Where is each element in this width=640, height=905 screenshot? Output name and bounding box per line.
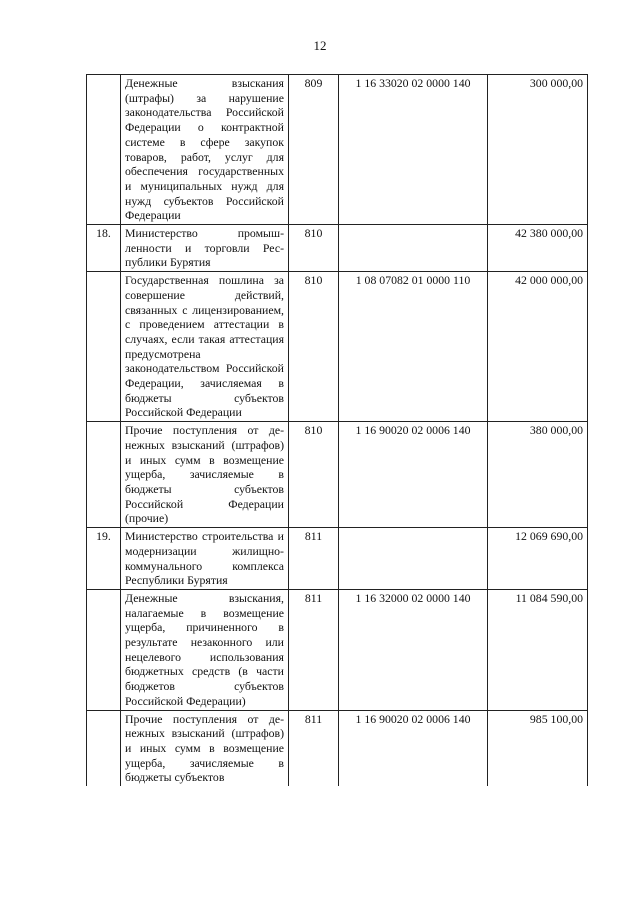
revenue-name: Прочие поступления от денежных взысканий (штрафов) и иных сумм в возмещение ущерба, зачисляемые в бюджеты субъектов Российской Федерации (прочие) — [121, 422, 289, 528]
administrator-code: 810 — [289, 272, 339, 422]
table-row — [87, 75, 588, 225]
revenue-name: Денежные взыскания, налагаемые в возмещение ущерба, причиненного в результате незаконного или нецелевого использования бюджетных средств (в части бюджетов субъектов Российской Федерации) — [121, 589, 289, 710]
revenue-name: Прочие поступления от денежных взысканий (штрафов) и иных сумм в возмещение ущерба, зачисляемые в бюджеты субъектов — [121, 710, 289, 786]
table-row — [87, 272, 588, 422]
revenue-name: Денежные взыскания (штрафы) за нарушение законодательства Российской Федерации о контрактной системе в сфере закупок товаров, работ, услуг для обеспечения государственных и муниципальных нужд для нужд субъектов Российской Федерации — [121, 75, 289, 225]
table-row — [87, 589, 588, 710]
budget-classification-code: 1 16 90020 02 0006 140 — [339, 710, 488, 786]
amount: 300 000,00 — [488, 75, 588, 225]
row-number — [87, 272, 121, 422]
row-number: 18. — [87, 225, 121, 272]
page-number: 12 — [313, 38, 327, 53]
budget-classification-code — [339, 528, 488, 590]
budget-classification-code: 1 16 33020 02 0000 140 — [339, 75, 488, 225]
row-number — [87, 75, 121, 225]
amount: 11 084 590,00 — [488, 589, 588, 710]
amount: 380 000,00 — [488, 422, 588, 528]
table-row — [87, 710, 588, 786]
table-row — [87, 422, 588, 528]
administrator-code: 810 — [289, 422, 339, 528]
amount: 12 069 690,00 — [488, 528, 588, 590]
budget-classification-code: 1 16 32000 02 0000 140 — [339, 589, 488, 710]
table-row — [87, 528, 588, 590]
table-row — [87, 225, 588, 272]
budget-classification-code: 1 08 07082 01 0000 110 — [339, 272, 488, 422]
administrator-code: 811 — [289, 710, 339, 786]
administrator-code: 810 — [289, 225, 339, 272]
revenue-name: Министерство строительства и модернизации жилищно-коммунального комплекса Республики Бурятия — [121, 528, 289, 590]
amount: 985 100,00 — [488, 710, 588, 786]
row-number — [87, 710, 121, 786]
budget-classification-code: 1 16 90020 02 0006 140 — [339, 422, 488, 528]
revenue-name: Министерство промышленности и торговли Республики Бурятия — [121, 225, 289, 272]
amount: 42 000 000,00 — [488, 272, 588, 422]
administrator-code: 809 — [289, 75, 339, 225]
revenue-name: Государственная пошлина за совершение действий, связанных с лицензированием, с проведением аттестации в случаях, если такая аттестация предусмотрена законодательством Российской Федерации, зачисляемая в бюджеты субъектов Российской Федерации — [121, 272, 289, 422]
administrator-code: 811 — [289, 589, 339, 710]
budget-revenue-table — [86, 74, 588, 786]
administrator-code: 811 — [289, 528, 339, 590]
row-number — [87, 589, 121, 710]
budget-classification-code — [339, 225, 488, 272]
amount: 42 380 000,00 — [488, 225, 588, 272]
row-number — [87, 422, 121, 528]
row-number: 19. — [87, 528, 121, 590]
